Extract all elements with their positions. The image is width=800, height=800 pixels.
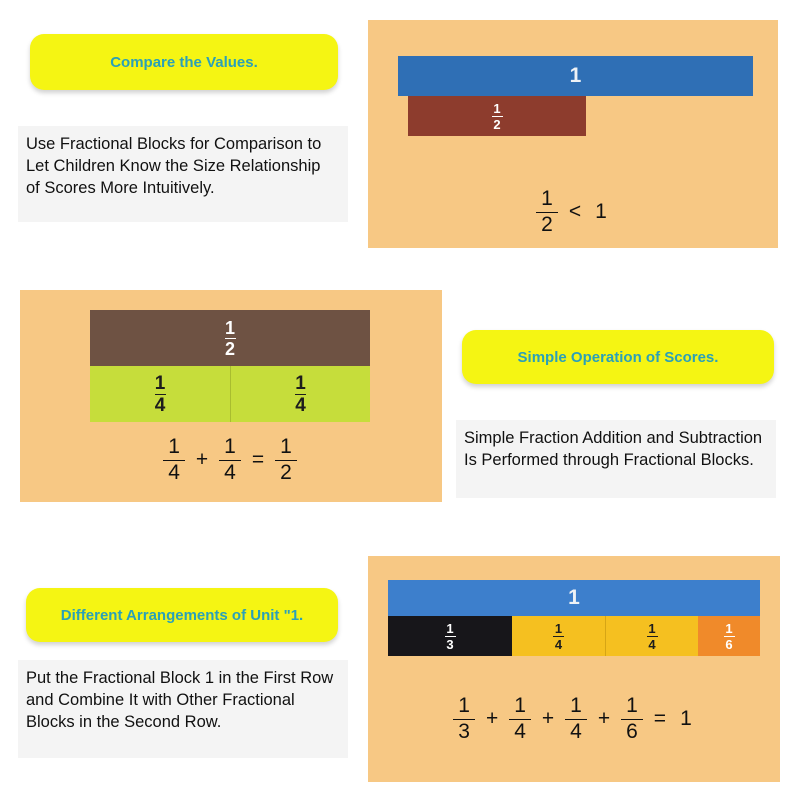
fraction-block-one-half-b-label: $\frac{1}{2}$	[224, 317, 235, 359]
equation-compare-fraction-1: $\frac{1}{2}$	[536, 187, 558, 236]
demo-panel-arrangements	[368, 556, 780, 782]
fraction-block-whole-1-b	[388, 580, 760, 616]
fraction-block-one-half-label: $\frac{1}{2}$	[493, 100, 501, 132]
fraction-block-one-half	[408, 96, 586, 136]
equation-arrangements	[388, 688, 760, 750]
equation-addition-operator-2: =	[251, 448, 265, 471]
fraction-block-one-third	[388, 616, 512, 656]
fraction-block-whole-1-label: 1	[569, 64, 582, 87]
demo-panel-compare	[368, 20, 778, 248]
equation-addition-fraction-2: $\frac{1}{4}$	[219, 435, 241, 484]
equation-addition-operator-1: +	[195, 448, 209, 471]
fraction-block-one-quarter-b-label: $\frac{1}{4}$	[295, 372, 306, 416]
badge-simple-operation-label: Simple Operation of Scores.	[517, 348, 719, 366]
equation-arrangements-fraction-1: $\frac{1}{3}$	[453, 694, 475, 743]
fraction-block-one-sixth-label: $\frac{1}{6}$	[725, 620, 733, 652]
caption-simple-operation-text: Simple Fraction Addition and Subtraction Is Performed through Fractional Blocks.	[464, 429, 763, 469]
fraction-block-whole-1-b-label: 1	[568, 586, 580, 609]
fraction-block-one-quarter-a-label: $\frac{1}{4}$	[154, 372, 166, 416]
equation-addition-result: $\frac{1}{2}$	[275, 435, 297, 484]
equation-compare-integer: 1	[595, 200, 607, 223]
fraction-block-one-half-b	[90, 310, 370, 366]
equation-compare-operator: <	[568, 200, 582, 223]
equation-arrangements-operator-4: =	[653, 707, 667, 730]
fraction-block-whole-1	[398, 56, 753, 96]
fraction-block-one-quarter-a	[90, 366, 230, 422]
caption-compare-values	[18, 126, 348, 222]
equation-addition-fraction-1: $\frac{1}{4}$	[163, 435, 185, 484]
caption-different-arrangements	[18, 660, 348, 758]
fraction-block-one-sixth	[698, 616, 760, 656]
caption-different-arrangements-text: Put the Fractional Block 1 in the First Row and Combine It with Other Fractional Blocks in the Second Row.	[26, 669, 334, 731]
fraction-block-one-third-label: $\frac{1}{3}$	[446, 620, 454, 652]
equation-arrangements-operator-2: +	[541, 707, 555, 730]
badge-different-arrangements	[26, 588, 338, 642]
caption-simple-operation	[456, 420, 776, 498]
fraction-block-one-quarter-c-label: $\frac{1}{4}$	[554, 620, 563, 652]
equation-arrangements-operator-3: +	[597, 707, 611, 730]
equation-arrangements-fraction-4: $\frac{1}{6}$	[621, 694, 643, 743]
fraction-block-one-quarter-d	[605, 616, 698, 656]
caption-compare-values-text: Use Fractional Blocks for Comparison to Let Children Know the Size Relationship of Scores More Intuitively.	[26, 135, 322, 197]
fraction-block-one-quarter-d-label: $\frac{1}{4}$	[648, 620, 656, 652]
equation-arrangements-operator-1: +	[485, 707, 499, 730]
badge-different-arrangements-label: Different Arrangements of Unit "1.	[60, 606, 304, 624]
badge-compare-values-label: Compare the Values.	[110, 53, 258, 71]
equation-addition-halves	[80, 430, 380, 490]
equation-compare	[408, 182, 738, 242]
badge-compare-values	[30, 34, 338, 90]
equation-arrangements-fraction-3: $\frac{1}{4}$	[565, 694, 587, 743]
demo-panel-addition	[20, 290, 442, 502]
fraction-block-one-quarter-b	[230, 366, 370, 422]
equation-arrangements-fraction-2: $\frac{1}{4}$	[509, 694, 531, 743]
equation-arrangements-result: 1	[680, 707, 692, 730]
fraction-block-one-quarter-c	[512, 616, 605, 656]
badge-simple-operation	[462, 330, 774, 384]
